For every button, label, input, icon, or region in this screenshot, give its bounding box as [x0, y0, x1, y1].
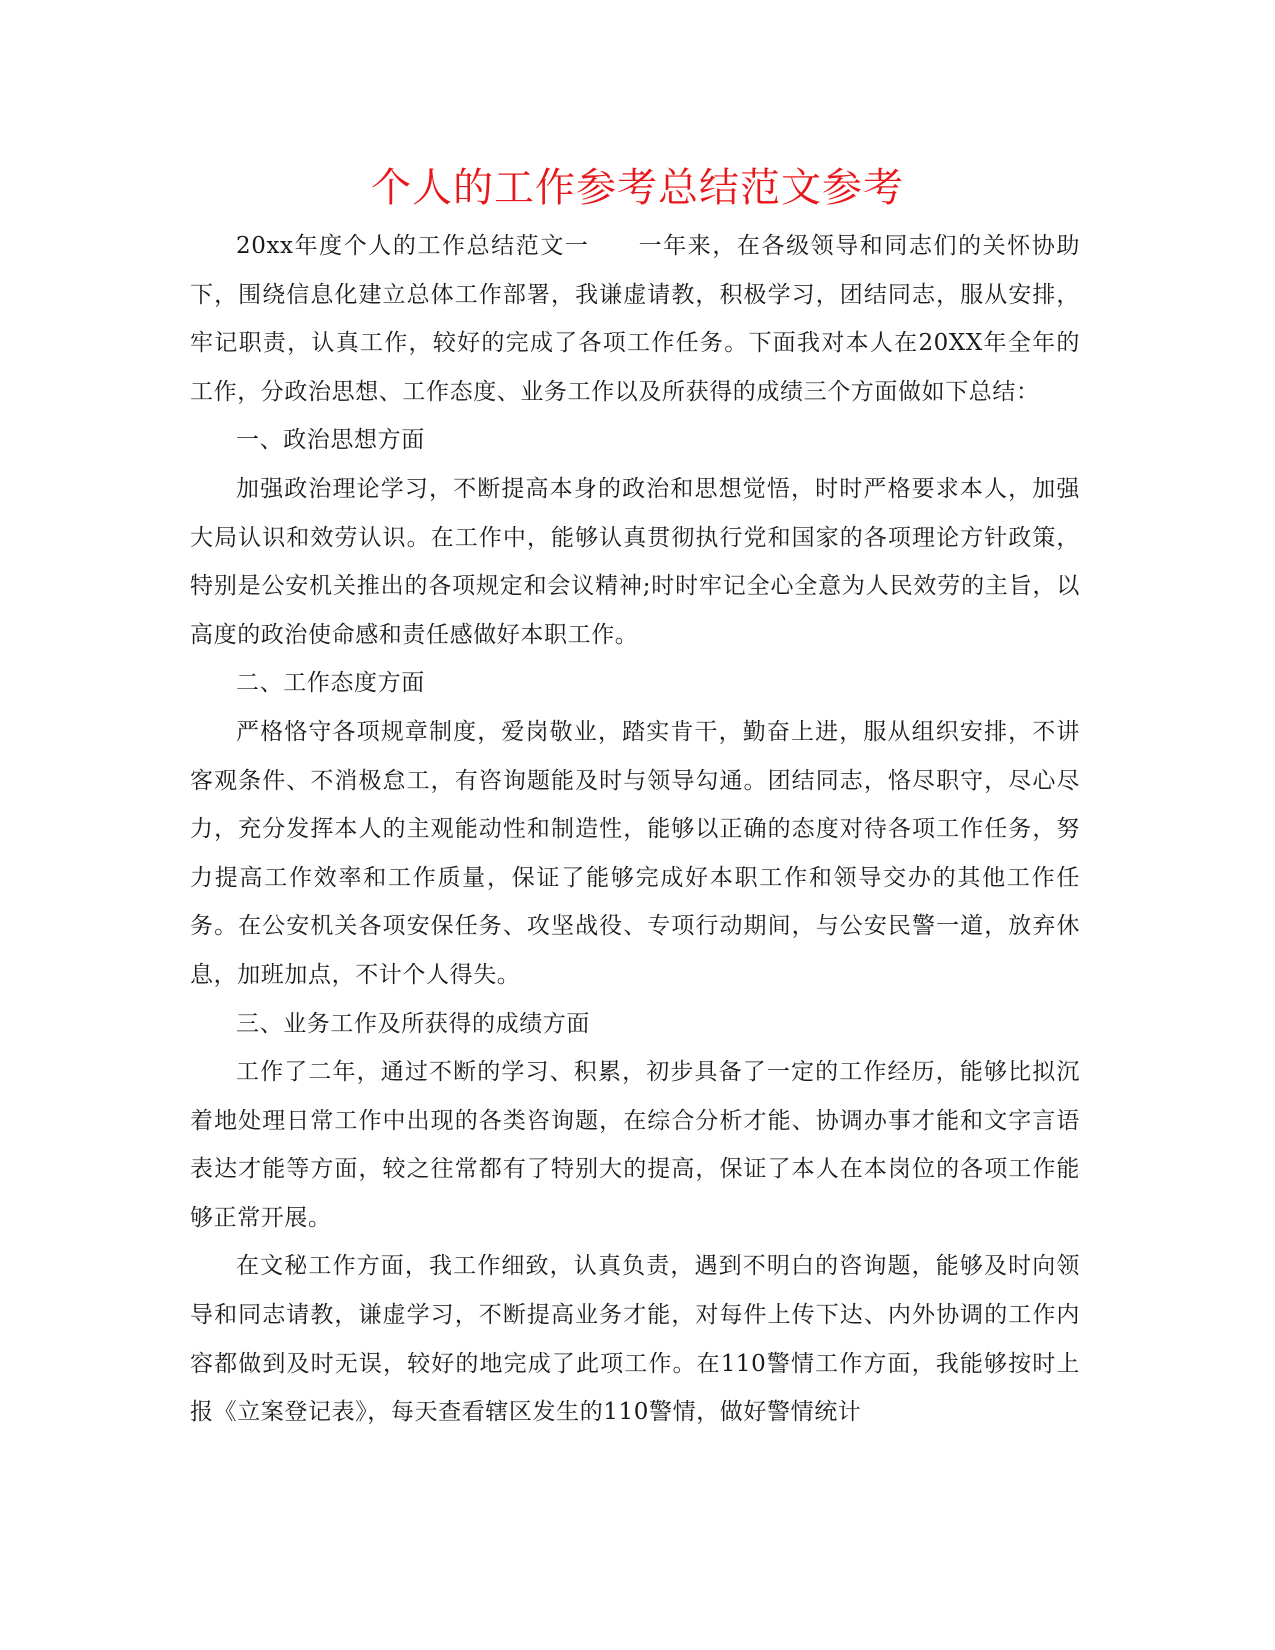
- section-heading-attitude: 二、工作态度方面: [236, 670, 425, 697]
- paragraph-business: 工作了二年，通过不断的学习、积累，初步具备了一定的工作经历，能够比拟沉着地处理日常工作中出现的各类咨询题，在综合分析才能、协调办事才能和文字言语表达才能等方面，较之往常都有了特别大的提高，保证了本人在本岗位的各项工作能够正常开展。: [190, 1059, 1080, 1231]
- document-body: [190, 222, 1080, 1437]
- paragraph-political: 加强政治理论学习，不断提高本身的政治和思想觉悟，时时严格要求本人，加强大局认识和效劳认识。在工作中，能够认真贯彻执行党和国家的各项理论方针政策，特别是公安机关推出的各项规定和会议精神;时时牢记全心全意为人民效劳的主旨，以高度的政治使命感和责任感做好本职工作。: [190, 475, 1080, 648]
- paragraph-attitude: 严格恪守各项规章制度，爱岗敬业，踏实肯干，勤奋上进，服从组织安排，不讲客观条件、不消极怠工，有咨询题能及时与领导勾通。团结同志，恪尽职守，尽心尽力，充分发挥本人的主观能动性和制造性，能够以正确的态度对待各项工作任务，努力提高工作效率和工作质量，保证了能够完成好本职工作和领导交办的其他工作任务。在公安机关各项安保任务、攻坚战役、专项行动期间，与公安民警一道，放弃休息，加班加点，不计个人得失。: [190, 718, 1080, 988]
- section-heading-political: 一、政治思想方面: [236, 427, 425, 454]
- document-title: 个人的工作参考总结范文参考: [371, 165, 904, 211]
- section-heading-business: 三、业务工作及所获得的成绩方面: [236, 1010, 590, 1037]
- paragraph-secretarial: 在文秘工作方面，我工作细致，认真负责，遇到不明白的咨询题，能够及时向领导和同志请教，谦虚学习，不断提高业务才能，对每件上传下达、内外协调的工作内容都做到及时无误，较好的地完成了此项工作。在110警情工作方面，我能够按时上报《立案登记表》，每天查看辖区发生的110警情，做好警情统计: [190, 1253, 1080, 1426]
- paragraph-intro: 20xx年度个人的工作总结范文一 一年来，在各级领导和同志们的关怀协助下，围绕信息化建立总体工作部署，我谦虚请教，积极学习，团结同志，服从安排，牢记职责，认真工作，较好的完成了各项工作任务。下面我对本人在20XX年全年的工作，分政治思想、工作态度、业务工作以及所获得的成绩三个方面做如下总结：: [190, 233, 1080, 405]
